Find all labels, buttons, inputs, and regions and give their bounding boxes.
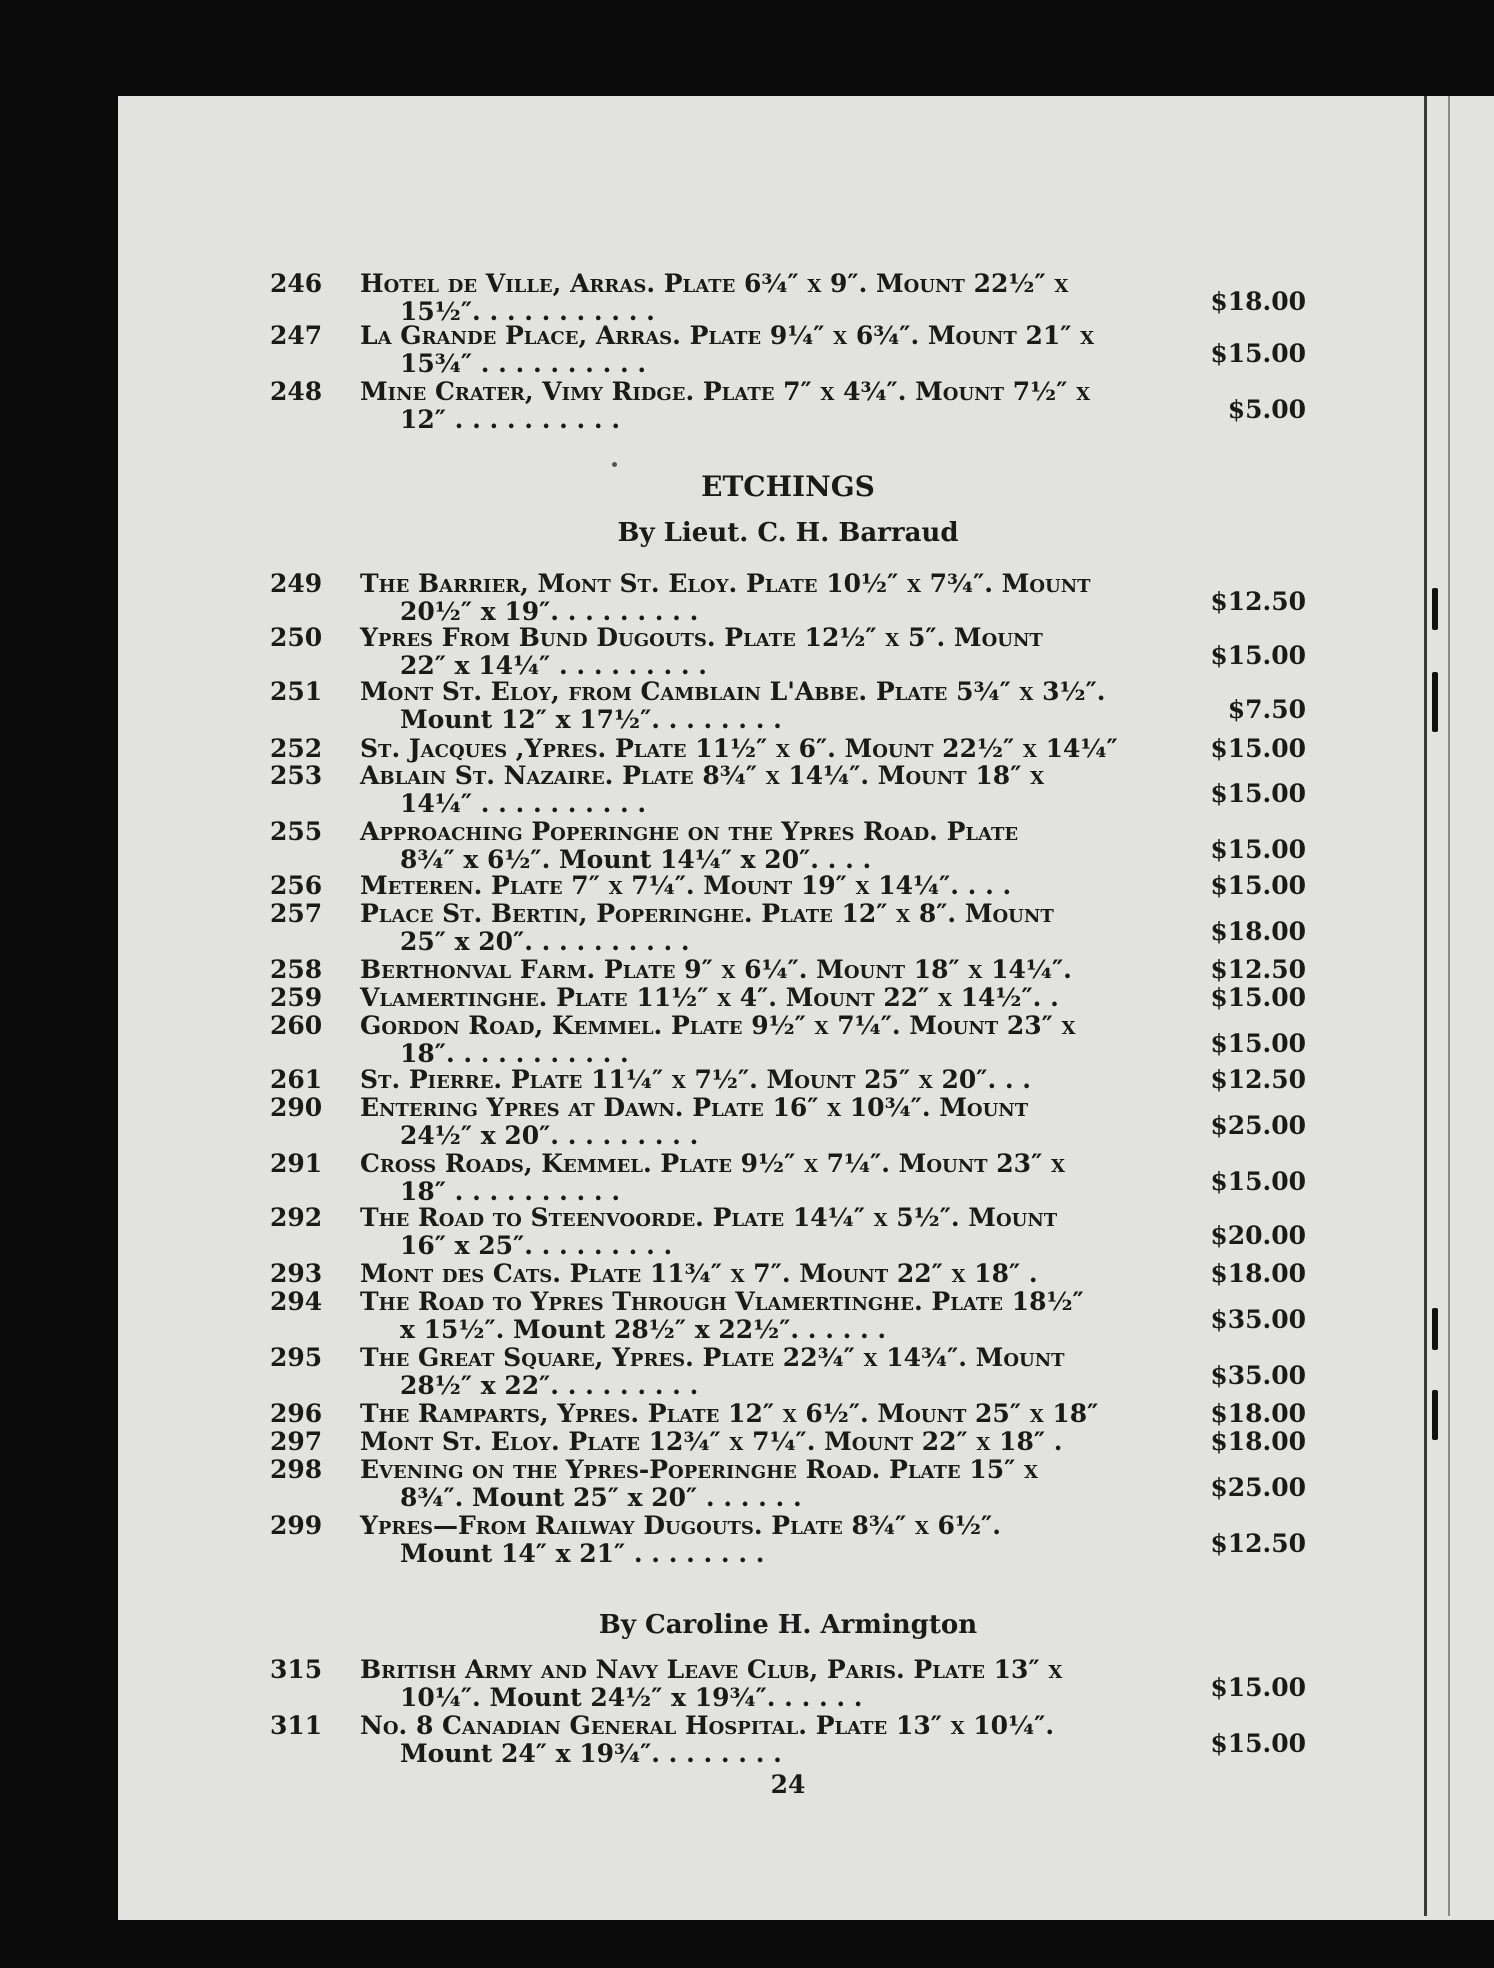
- entry-description: [360, 1428, 1180, 1456]
- entry-price: $15.00: [1210, 734, 1306, 763]
- entry-continuation-line: Mount 24″ x 19¾″. . . . . . . .: [400, 1739, 782, 1768]
- entry-number: 315: [270, 1655, 323, 1684]
- entry-price: $35.00: [1210, 1361, 1306, 1390]
- entry-number: 249: [270, 569, 323, 598]
- entry-number: 298: [270, 1455, 323, 1484]
- entry-description: [360, 378, 1180, 434]
- entry-number: 291: [270, 1149, 323, 1178]
- page-number: 24: [770, 1770, 806, 1799]
- entry-description: [360, 872, 1180, 900]
- entry-number: 296: [270, 1399, 323, 1428]
- entry-number: 297: [270, 1427, 323, 1456]
- section-title: ETCHINGS: [701, 470, 875, 503]
- entry-number: 295: [270, 1343, 323, 1372]
- entry-title-line: Vlamertinghe. Plate 11½″ x 4″. Mount 22″ x 14½″. .: [360, 983, 1059, 1012]
- entry-number: 259: [270, 983, 323, 1012]
- entry-description: [360, 570, 1180, 626]
- entry-description: [360, 818, 1180, 874]
- entry-description: [360, 900, 1180, 956]
- entry-number: 255: [270, 817, 323, 846]
- entry-price: $12.50: [1210, 1065, 1306, 1094]
- entry-title-line: Ablain St. Nazaire. Plate 8¾″ x 14¼″. Mount 18″ x: [360, 761, 1045, 790]
- entry-number: 250: [270, 623, 323, 652]
- entry-continuation-line: 18″ . . . . . . . . . .: [400, 1177, 621, 1206]
- entry-title-line: Meteren. Plate 7″ x 7¼″. Mount 19″ x 14¼″. . . .: [360, 871, 1012, 900]
- entry-price: $18.00: [1210, 287, 1306, 316]
- entry-number: 257: [270, 899, 323, 928]
- entry-title-line: St. Jacques ,Ypres. Plate 11½″ x 6″. Mount 22½″ x 14¼″: [360, 734, 1118, 763]
- entry-continuation-line: Mount 12″ x 17½″. . . . . . . .: [400, 705, 782, 734]
- entry-title-line: The Great Square, Ypres. Plate 22¾″ x 14¾″. Mount: [360, 1343, 1065, 1372]
- entry-price: $12.50: [1210, 955, 1306, 984]
- entry-title-line: The Barrier, Mont St. Eloy. Plate 10½″ x 7¾″. Mount: [360, 569, 1091, 598]
- entry-continuation-line: 22″ x 14¼″ . . . . . . . . .: [400, 651, 707, 680]
- entry-title-line: Ypres From Bund Dugouts. Plate 12½″ x 5″. Mount: [360, 623, 1043, 652]
- entry-price: $15.00: [1210, 1673, 1306, 1702]
- binding-mark: [1432, 1308, 1438, 1350]
- entry-price: $15.00: [1210, 779, 1306, 808]
- entry-number: 294: [270, 1287, 323, 1316]
- entry-price: $35.00: [1210, 1305, 1306, 1334]
- page-gutter-edge: [1448, 96, 1450, 1916]
- entry-description: [360, 984, 1180, 1012]
- page-gutter-line: [1424, 96, 1427, 1916]
- entry-number: 293: [270, 1259, 323, 1288]
- entry-price: $15.00: [1210, 641, 1306, 670]
- entry-price: $20.00: [1210, 1221, 1306, 1250]
- entry-description: [360, 624, 1180, 680]
- entry-continuation-line: 8¾″ x 6½″. Mount 14¼″ x 20″. . . .: [400, 845, 872, 874]
- entry-title-line: Hotel de Ville, Arras. Plate 6¾″ x 9″. Mount 22½″ x: [360, 269, 1069, 298]
- entry-title-line: St. Pierre. Plate 11¼″ x 7½″. Mount 25″ x 20″. . .: [360, 1065, 1031, 1094]
- entry-title-line: Ypres—From Railway Dugouts. Plate 8¾″ x 6½″.: [360, 1511, 1001, 1540]
- entry-continuation-line: 24½″ x 20″. . . . . . . . .: [400, 1121, 699, 1150]
- entry-title-line: Cross Roads, Kemmel. Plate 9½″ x 7¼″. Mount 23″ x: [360, 1149, 1065, 1178]
- entry-continuation-line: 8¾″. Mount 25″ x 20″ . . . . . .: [400, 1483, 802, 1512]
- entry-description: [360, 1066, 1180, 1094]
- entry-price: $15.00: [1210, 871, 1306, 900]
- entry-number: 251: [270, 677, 323, 706]
- entry-price: $12.50: [1210, 1529, 1306, 1558]
- entry-price: $18.00: [1210, 917, 1306, 946]
- entry-number: 292: [270, 1203, 323, 1232]
- entry-description: [360, 762, 1180, 818]
- entry-number: 247: [270, 321, 323, 350]
- entry-title-line: British Army and Navy Leave Club, Paris. Plate 13″ x: [360, 1655, 1063, 1684]
- entry-title-line: The Ramparts, Ypres. Plate 12″ x 6½″. Mount 25″ x 18″: [360, 1399, 1099, 1428]
- entry-continuation-line: 20½″ x 19″. . . . . . . . .: [400, 597, 699, 626]
- entry-description: [360, 1288, 1180, 1344]
- binding-mark: [1432, 588, 1438, 630]
- entry-description: [360, 1094, 1180, 1150]
- entry-continuation-line: 10¼″. Mount 24½″ x 19¾″. . . . . .: [400, 1683, 863, 1712]
- entry-continuation-line: Mount 14″ x 21″ . . . . . . . .: [400, 1539, 765, 1568]
- entry-description: [360, 1204, 1180, 1260]
- entry-number: 252: [270, 734, 323, 763]
- entry-price: $15.00: [1210, 835, 1306, 864]
- entry-price: $18.00: [1210, 1399, 1306, 1428]
- entry-price: $7.50: [1227, 695, 1306, 724]
- binding-mark: [1432, 1390, 1438, 1440]
- entry-price: $25.00: [1210, 1473, 1306, 1502]
- entry-description: [360, 956, 1180, 984]
- entry-description: [360, 1012, 1180, 1068]
- entry-number: 299: [270, 1511, 323, 1540]
- entry-title-line: Mont St. Eloy. Plate 12¾″ x 7¼″. Mount 22″ x 18″ .: [360, 1427, 1063, 1456]
- entry-description: [360, 1456, 1180, 1512]
- entry-description: [360, 322, 1180, 378]
- entry-description: [360, 270, 1180, 326]
- entry-title-line: La Grande Place, Arras. Plate 9¼″ x 6¾″. Mount 21″ x: [360, 321, 1095, 350]
- entry-price: $25.00: [1210, 1111, 1306, 1140]
- entry-price: $15.00: [1210, 1167, 1306, 1196]
- entry-continuation-line: x 15½″. Mount 28½″ x 22½″. . . . . .: [400, 1315, 887, 1344]
- entry-title-line: Gordon Road, Kemmel. Plate 9½″ x 7¼″. Mount 23″ x: [360, 1011, 1076, 1040]
- byline-armington: By Caroline H. Armington: [598, 1610, 978, 1640]
- entry-continuation-line: 15¾″ . . . . . . . . . .: [400, 349, 647, 378]
- paper-speck: [612, 462, 617, 467]
- entry-title-line: Approaching Poperinghe on the Ypres Road. Plate: [360, 817, 1019, 846]
- entry-price: $15.00: [1210, 339, 1306, 368]
- entry-title-line: The Road to Steenvoorde. Plate 14¼″ x 5½″. Mount: [360, 1203, 1058, 1232]
- entry-continuation-line: 15½″. . . . . . . . . . .: [400, 297, 655, 326]
- entry-number: 261: [270, 1065, 323, 1094]
- entry-continuation-line: 14¼″ . . . . . . . . . .: [400, 789, 647, 818]
- entry-description: [360, 1344, 1180, 1400]
- entry-title-line: Berthonval Farm. Plate 9″ x 6¼″. Mount 18″ x 14¼″.: [360, 955, 1072, 984]
- entry-title-line: No. 8 Canadian General Hospital. Plate 13″ x 10¼″.: [360, 1711, 1055, 1740]
- entry-number: 311: [270, 1711, 323, 1740]
- entry-number: 260: [270, 1011, 323, 1040]
- entry-title-line: Mont des Cats. Plate 11¾″ x 7″. Mount 22″ x 18″ .: [360, 1259, 1038, 1288]
- entry-description: [360, 1150, 1180, 1206]
- entry-continuation-line: 16″ x 25″. . . . . . . . .: [400, 1231, 673, 1260]
- entry-continuation-line: 28½″ x 22″. . . . . . . . .: [400, 1371, 699, 1400]
- entry-continuation-line: 18″. . . . . . . . . . .: [400, 1039, 629, 1068]
- entry-title-line: Evening on the Ypres-Poperinghe Road. Plate 15″ x: [360, 1455, 1038, 1484]
- entry-price: $15.00: [1210, 1029, 1306, 1058]
- entry-price: $15.00: [1210, 1729, 1306, 1758]
- entry-title-line: Entering Ypres at Dawn. Plate 16″ x 10¾″. Mount: [360, 1093, 1029, 1122]
- entry-continuation-line: 12″ . . . . . . . . . .: [400, 405, 621, 434]
- binding-mark: [1432, 672, 1438, 732]
- entry-description: [360, 1400, 1180, 1428]
- entry-title-line: Place St. Bertin, Poperinghe. Plate 12″ x 8″. Mount: [360, 899, 1054, 928]
- entry-description: [360, 1260, 1180, 1288]
- byline-barraud: By Lieut. C. H. Barraud: [617, 518, 959, 548]
- entry-title-line: The Road to Ypres Through Vlamertinghe. Plate 18½″: [360, 1287, 1084, 1316]
- entry-continuation-line: 25″ x 20″. . . . . . . . . .: [400, 927, 690, 956]
- entry-description: [360, 1656, 1180, 1712]
- entry-number: 258: [270, 955, 323, 984]
- entry-description: [360, 678, 1180, 734]
- entry-title-line: Mine Crater, Vimy Ridge. Plate 7″ x 4¾″. Mount 7½″ x: [360, 377, 1091, 406]
- entry-price: $18.00: [1210, 1259, 1306, 1288]
- entry-number: 256: [270, 871, 323, 900]
- entry-price: $18.00: [1210, 1427, 1306, 1456]
- entry-price: $5.00: [1227, 395, 1306, 424]
- entry-description: [360, 1512, 1180, 1568]
- entry-description: [360, 1712, 1180, 1768]
- entry-description: [360, 735, 1180, 763]
- entry-number: 248: [270, 377, 323, 406]
- entry-number: 246: [270, 269, 323, 298]
- entry-number: 290: [270, 1093, 323, 1122]
- entry-price: $15.00: [1210, 983, 1306, 1012]
- entry-price: $12.50: [1210, 587, 1306, 616]
- entry-title-line: Mont St. Eloy, from Camblain L'Abbe. Plate 5¾″ x 3½″.: [360, 677, 1106, 706]
- entry-number: 253: [270, 761, 323, 790]
